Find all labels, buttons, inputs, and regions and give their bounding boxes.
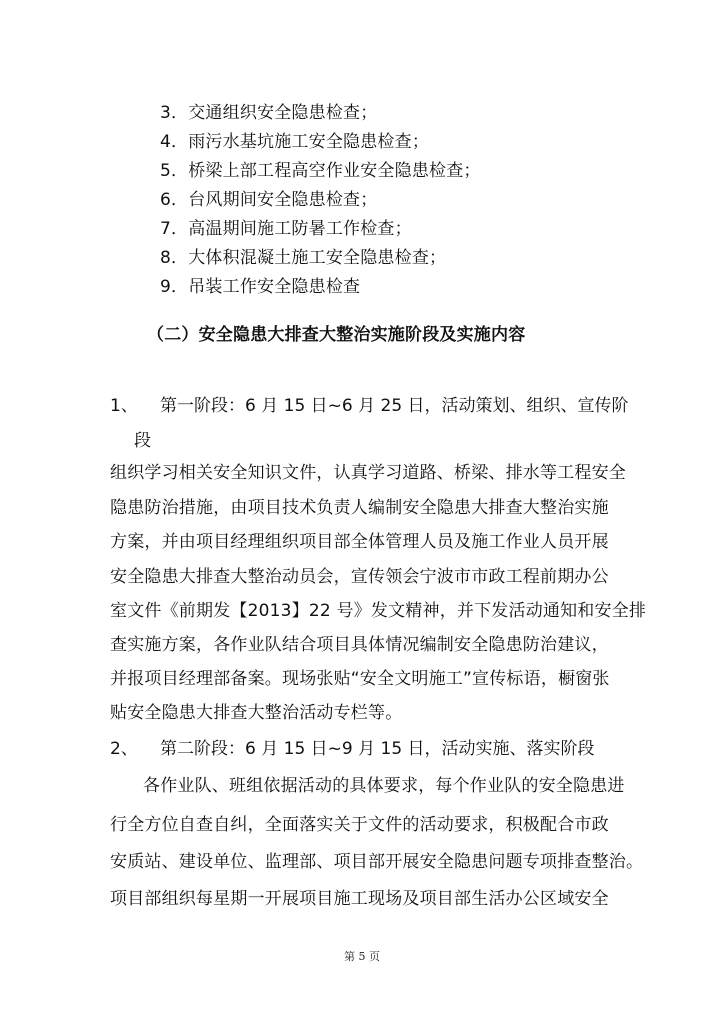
- stage1-body-line: 安全隐患大排查大整治动员会，宣传领会宁波市市政工程前期办公: [110, 567, 609, 587]
- stage1-body-line: 方案，并由项目经理组织项目部全体管理人员及施工作业人员开展: [110, 532, 609, 552]
- stage2-number: 2、: [110, 739, 138, 759]
- stage1-body-line: 贴安全隐患大排查大整治活动专栏等。: [110, 703, 403, 723]
- checklist-item-7: 7．高温期间施工防暑工作检查；: [160, 219, 412, 239]
- stage2-body-line: 项目部组织每星期一开展项目施工现场及项目部生活办公区域安全: [110, 889, 609, 909]
- stage1-body-line: 组织学习相关安全知识文件，认真学习道路、桥梁、排水等工程安全: [110, 463, 626, 483]
- checklist-item-9: 9．吊装工作安全隐患检查: [160, 277, 361, 297]
- stage2-body-line: 安质站、建设单位、监理部、项目部开展安全隐患问题专项排查整治。: [110, 852, 644, 872]
- stage2-body-line: 行全方位自查自纠，全面落实关于文件的活动要求，积极配合市政: [110, 815, 609, 835]
- page-number: 第 5 页: [344, 950, 380, 963]
- stage1-title: 第一阶段：6 月 15 日~6 月 25 日，活动策划、组织、宣传阶: [160, 396, 629, 416]
- stage1-body-line: 查实施方案，各作业队结合项目具体情况编制安全隐患防治建议，: [110, 635, 609, 655]
- stage1-body-line: 并报项目经理部备案。现场张贴“安全文明施工”宣传标语，橱窗张: [110, 669, 610, 689]
- stage1-title-continued: 段: [134, 431, 152, 451]
- checklist-item-4: 4．雨污水基坑施工安全隐患检查；: [160, 132, 430, 152]
- checklist-item-5: 5．桥梁上部工程高空作业安全隐患检查；: [160, 161, 481, 181]
- stage2-body-line: 各作业队、班组依据活动的具体要求，每个作业队的安全隐患进: [143, 776, 625, 796]
- stage2-title: 第二阶段：6 月 15 日~9 月 15 日，活动实施、落实阶段: [160, 739, 595, 759]
- stage1-number: 1、: [110, 396, 138, 416]
- checklist-item-6: 6．台风期间安全隐患检查；: [160, 190, 378, 210]
- checklist-item-3: 3．交通组织安全隐患检查；: [160, 103, 378, 123]
- stage1-body-line: 室文件《前期发【2013】22 号》发文精神，并下发活动通知和安全排: [110, 601, 647, 621]
- stage1-body-line: 隐患防治措施，由项目技术负责人编制安全隐患大排查大整治实施: [110, 498, 609, 518]
- section-heading: （二）安全隐患大排查大整治实施阶段及实施内容: [147, 325, 526, 345]
- checklist-item-8: 8．大体积混凝土施工安全隐患检查；: [160, 248, 447, 268]
